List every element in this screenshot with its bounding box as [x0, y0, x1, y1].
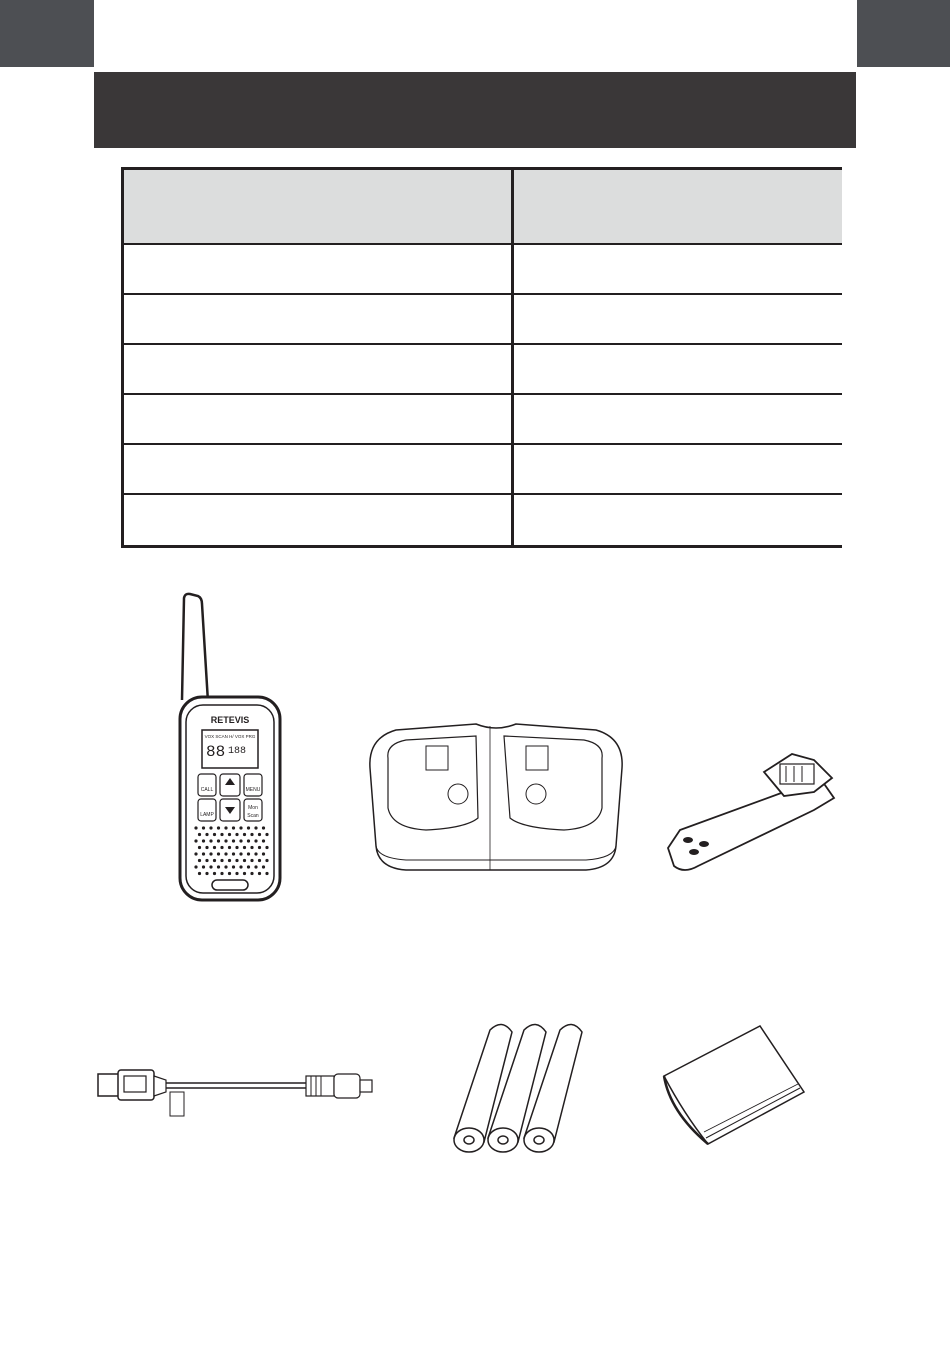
charger-illustration — [366, 718, 626, 878]
speaker-grille-dot — [198, 872, 201, 875]
speaker-grille-dot — [205, 872, 208, 875]
speaker-grille-dot — [243, 833, 246, 836]
speaker-grille-dot — [232, 852, 235, 855]
speaker-grille-dot — [247, 839, 250, 842]
speaker-grille-dot — [228, 833, 231, 836]
speaker-grille-dot — [228, 872, 231, 875]
speaker-grille-dot — [213, 872, 216, 875]
speaker-grille-dot — [247, 826, 250, 829]
batteries-illustration — [450, 1018, 606, 1158]
speaker-grille-dot — [220, 859, 223, 862]
speaker-grille-dot — [258, 833, 261, 836]
speaker-grille-dot — [232, 865, 235, 868]
usb-cable-illustration — [96, 1064, 376, 1126]
table-cell — [514, 495, 842, 545]
call-button-label: CALL — [200, 787, 214, 793]
speaker-grille-dot — [265, 833, 268, 836]
table-row — [124, 345, 842, 395]
table-cell — [514, 245, 842, 293]
speaker-grille-dot — [243, 859, 246, 862]
speaker-grille-dot — [209, 865, 212, 868]
manual-illustration — [658, 1020, 808, 1150]
corner-block-right — [857, 0, 950, 67]
table-row — [124, 445, 842, 495]
speaker-grille-dot — [265, 846, 268, 849]
speaker-grille-dot — [217, 826, 220, 829]
belt-clip-illustration — [664, 748, 840, 876]
radio-brand: RETEVIS — [210, 715, 250, 725]
speaker-grille-dot — [228, 859, 231, 862]
table-header-cell — [124, 170, 514, 243]
speaker-grille-dot — [220, 846, 223, 849]
speaker-grille-dot — [194, 839, 197, 842]
usb-cable-icon — [96, 1064, 376, 1126]
radio-channel: 88 — [206, 743, 226, 761]
lamp-button-label: LAMP — [200, 812, 214, 818]
speaker-grille-dot — [220, 872, 223, 875]
speaker-grille-dot — [243, 872, 246, 875]
speaker-grille-dot — [194, 826, 197, 829]
speaker-grille-dot — [265, 872, 268, 875]
speaker-grille-dot — [235, 833, 238, 836]
speaker-grille-dot — [235, 846, 238, 849]
contents-table — [121, 167, 842, 548]
radio-icon — [172, 590, 287, 905]
section-title-bar — [94, 72, 856, 148]
speaker-grille-dot — [202, 865, 205, 868]
speaker-grille-dot — [258, 859, 261, 862]
speaker-grille-dot — [198, 833, 201, 836]
speaker-grille-dot — [243, 846, 246, 849]
speaker-grille-dot — [202, 826, 205, 829]
charger-icon — [366, 718, 626, 878]
scan-button-label: Scan — [247, 813, 259, 819]
manual-icon — [658, 1020, 808, 1150]
speaker-grille-dot — [247, 852, 250, 855]
speaker-grille-dot — [198, 846, 201, 849]
table-header-cell — [514, 170, 842, 243]
corner-block-left — [0, 0, 94, 67]
speaker-grille-dot — [232, 839, 235, 842]
radio-code: 188 — [228, 746, 247, 757]
speaker-grille-dot — [228, 846, 231, 849]
speaker-grille-dot — [239, 852, 242, 855]
speaker-grille-dot — [239, 865, 242, 868]
speaker-grille-dot — [224, 865, 227, 868]
speaker-grille-dot — [194, 865, 197, 868]
speaker-grille-dot — [220, 833, 223, 836]
speaker-grille-dot — [217, 865, 220, 868]
speaker-grille-dot — [202, 852, 205, 855]
table-cell — [514, 345, 842, 393]
speaker-grille-dot — [205, 846, 208, 849]
table-cell — [514, 395, 842, 443]
table-cell — [514, 295, 842, 343]
table-row — [124, 295, 842, 345]
speaker-grille-dot — [198, 859, 201, 862]
table-cell — [124, 395, 514, 443]
table-row — [124, 495, 842, 545]
speaker-grille-dot — [254, 865, 257, 868]
speaker-grille-dot — [205, 859, 208, 862]
mon-button-label: Mon — [248, 805, 258, 811]
speaker-grille-dot — [205, 833, 208, 836]
menu-button-label: MENU — [245, 787, 261, 793]
speaker-grille-dot — [213, 833, 216, 836]
speaker-grille-dot — [262, 839, 265, 842]
table-cell — [124, 295, 514, 343]
speaker-grille-dot — [224, 852, 227, 855]
speaker-grille-dot — [262, 865, 265, 868]
speaker-grille-dot — [202, 839, 205, 842]
speaker-grille-dot — [235, 872, 238, 875]
speaker-grille-dot — [232, 826, 235, 829]
speaker-grille-dot — [250, 872, 253, 875]
table-row — [124, 245, 842, 295]
battery-icon — [450, 1018, 606, 1158]
table-cell — [124, 345, 514, 393]
speaker-grille-dot — [213, 859, 216, 862]
speaker-grille-dot — [239, 839, 242, 842]
speaker-grille-dot — [209, 852, 212, 855]
speaker-grille-dot — [239, 826, 242, 829]
speaker-grille-dot — [250, 846, 253, 849]
speaker-grille-dot — [254, 839, 257, 842]
table-header-row — [124, 170, 842, 245]
speaker-grille-dot — [250, 859, 253, 862]
speaker-grille-dot — [258, 846, 261, 849]
speaker-grille-dot — [235, 859, 238, 862]
speaker-grille-dot — [265, 859, 268, 862]
table-cell — [514, 445, 842, 493]
table-row — [124, 395, 842, 445]
radio-indicators: VOX SCAN H/ VOX PRG — [204, 734, 256, 739]
speaker-grille-dot — [258, 872, 261, 875]
speaker-grille-dot — [217, 839, 220, 842]
speaker-grille-dot — [224, 839, 227, 842]
speaker-grille-dot — [262, 826, 265, 829]
speaker-grille-dot — [217, 852, 220, 855]
speaker-grille-dot — [254, 826, 257, 829]
speaker-grille-dot — [254, 852, 257, 855]
table-cell — [124, 495, 514, 545]
speaker-grille-dot — [250, 833, 253, 836]
speaker-grille-dot — [194, 852, 197, 855]
speaker-grille-dot — [209, 826, 212, 829]
speaker-grille-dot — [224, 826, 227, 829]
speaker-grille-dot — [247, 865, 250, 868]
table-cell — [124, 245, 514, 293]
speaker-grille-dot — [262, 852, 265, 855]
belt-clip-icon — [664, 748, 840, 876]
radio-illustration — [172, 590, 287, 905]
speaker-grille-dot — [209, 839, 212, 842]
table-cell — [124, 445, 514, 493]
speaker-grille-dot — [213, 846, 216, 849]
